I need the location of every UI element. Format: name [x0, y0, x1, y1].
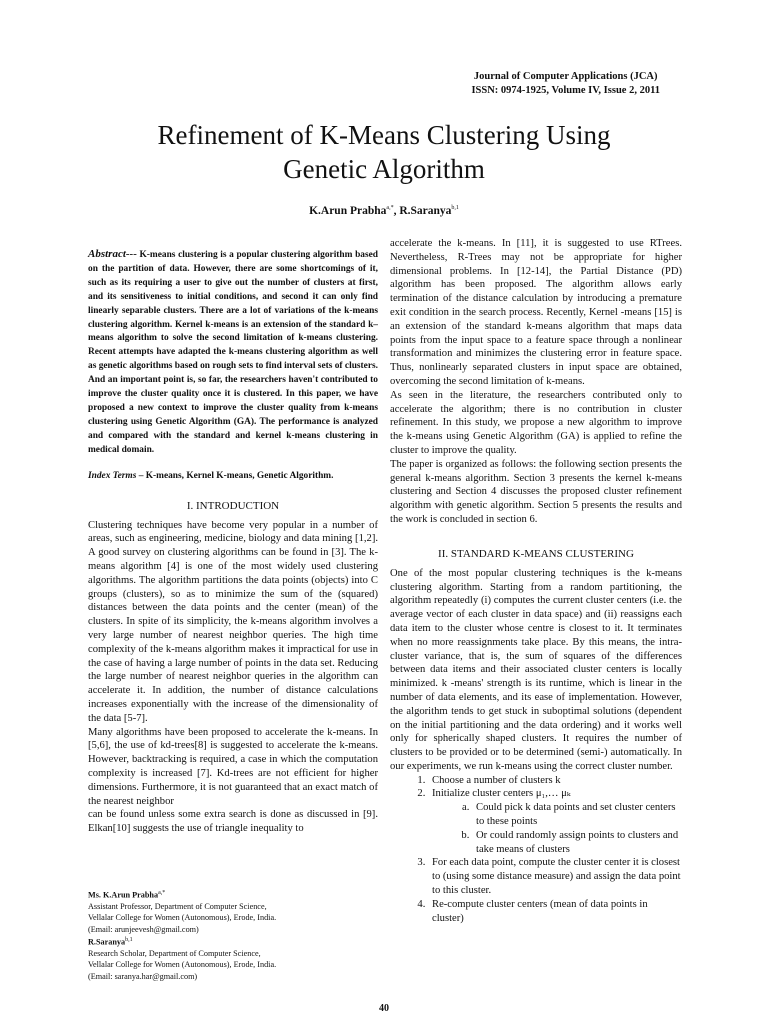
abstract-label: Abstract---: [88, 248, 137, 260]
footnote-email-1: (Email: arunjeevesh@gmail.com): [88, 924, 199, 934]
footnote-line: [88, 888, 378, 901]
list-item: [428, 774, 682, 788]
footnote-line: Research Scholar, Department of Computer Science,: [88, 948, 261, 958]
footnote-author-2: R.Saranya: [88, 937, 126, 947]
list-item: [472, 829, 682, 857]
footnote-line: Vellalar College for Women (Autonomous), Erode, India.: [88, 960, 277, 970]
step-2b-text: Or could randomly assign points to clusters and take means of clusters: [476, 829, 679, 855]
author-2: R.Saranya: [399, 205, 452, 217]
step-2-text: Initialize cluster centers μ₁,… μₖ: [432, 788, 571, 800]
footnote-line: [88, 935, 378, 948]
step-2a-text: Could pick k data points and set cluster centers to these points: [476, 802, 676, 828]
footnote-author-2-sup: b,1: [125, 936, 133, 943]
right-paragraph-1: accelerate the k-means. In [11], it is suggested to use RTrees. Nevertheless, R-Trees may not be appropriate for higher dimensional problems. In [12-14], the Partial Distance (PD) algorithm has been proposed. The algorithm allows early termination of the distance calculation by introducing a premature exit condition in the search process. Recently, Kernel -means [15] is an extension of the standard k-means algorithm that maps data points from the input space to a feature space through a nonlinear transformation and minimizes the clustering error in feature space. Thus, nonlinearly separated clusters in input space are obtained, overcoming the second limitation of k-means.: [390, 238, 682, 387]
title-line-2: Genetic Algorithm: [283, 154, 485, 184]
step-3-text: For each data point, compute the cluster center it is closest to (using some distance measure) and assign the data point to this cluster.: [432, 857, 681, 897]
intro-body: [88, 519, 378, 836]
right-body: [390, 237, 682, 527]
right-column: [390, 237, 682, 925]
footnote-author-1: Ms. K.Arun Prabha: [88, 890, 159, 900]
right-paragraph-2: As seen in the literature, the researchers contributed only to accelerate the algorithm; there is no contribution in cluster refinement. In this study, we propose a new algorithm to improve the k-means using Genetic Algorithm (GA) is applied to refine the cluster to improve the quality.: [390, 389, 682, 456]
list-item: [428, 856, 682, 897]
page-number: 40: [379, 1003, 389, 1014]
index-terms-label: Index Terms: [88, 470, 137, 481]
list-item: [428, 898, 682, 926]
footnote-line: Vellalar College for Women (Autonomous), Erode, India.: [88, 913, 277, 923]
left-column: [88, 248, 378, 836]
intro-paragraph-1: Clustering techniques have become very popular in a number of areas, such as engineering, medicine, biology and data mining [1,2]. A good survey on clustering algorithms can be found in [3]. The k-means algorithm [4] is one of the most widely used clustering algorithms. The algorithm partitions the data points (objects) into C groups (clusters), so as to minimize the sum of the (squared) distances between the data points and the center (mean) of the clusters. In spite of its simplicity, the k-means algorithm involves a very large number of nearest neighbor queries. The high time complexity of the k-means algorithm makes it impractical for use in the case of having a large number of points in the data set. Reducing the large number of nearest neighbor queries in the algorithm can accelerate it. In addition, the number of distance calculations increases exponentially with the increase of the dimensionality of the data [5-7].: [88, 519, 378, 724]
section-heading-introduction: I. INTRODUCTION: [186, 499, 280, 512]
index-terms: [88, 470, 378, 483]
journal-header: [471, 70, 660, 98]
kmeans-paragraph: One of the most popular clustering techniques is the k-means clustering algorithm. Starting from a random partitioning, the algorithm repeatedly (i) computes the current cluster centers (i.e. the average vector of each cluster in data space) and (ii) reassigns each data item to the cluster whose centre is closest to it. It terminates when no more reassignments take place. By this means, the intra-cluster variance, that is, the sum of squares of the differences between data items and their associated cluster centers is locally minimized. k -means' strength is its runtime, which is linear in the number of data elements, and its ease of implementation. However, the algorithm tends to get stuck in suboptimal solutions (dependent on the initial partitioning and the data ordering) and it works well only for spherically shaped clusters. It requires the number of clusters to be provided or to be determined (semi-) automatically. In our experiments, we run k-means using the correct cluster number.: [390, 567, 682, 772]
kmeans-steps-list: [390, 774, 682, 926]
footnote-email-2: (Email: saranya.har@gmail.com): [88, 971, 198, 981]
step-4-text: Re-compute cluster centers (mean of data points in cluster): [432, 898, 648, 924]
footnote-line: Assistant Professor, Department of Computer Science,: [88, 902, 267, 912]
kmeans-body: [390, 567, 682, 774]
right-paragraph-3: The paper is organized as follows: the following section presents the general k-means algorithm. Section 3 presents the kernel k-means clustering and Section 4 discusses the proposed cluster refinement algorithm with genetic algorithm. Section 5 presents the results and the work is concluded in section 6.: [390, 458, 682, 525]
author-separator: ,: [393, 205, 400, 217]
journal-name: Journal of Computer Applications (JCA): [473, 71, 658, 82]
intro-paragraph-3: can be found unless some extra search is done as discussed in [9]. Elkan[10] suggests the use of triangle inequality to: [88, 809, 378, 835]
author-1: K.Arun Prabha: [309, 205, 387, 217]
list-item: [428, 787, 682, 856]
author-list: [0, 205, 768, 217]
author-footnote: [88, 888, 378, 982]
step-1-text: Choose a number of clusters k: [432, 774, 561, 786]
abstract: [88, 248, 378, 458]
intro-paragraph-2: Many algorithms have been proposed to accelerate the k-means. In [5,6], the use of kd-trees[8] is suggested to accelerate the k-means. However, backtracking is required, a case in which the computation complexity is increased [7]. Kd-trees are not efficient for higher dimensions. Furthermore, it is not guaranteed that an exact match of the nearest neighbor: [88, 726, 378, 807]
author-2-affiliation: b,1: [451, 205, 459, 212]
section-heading-standard-kmeans: II. STANDARD K-MEANS CLUSTERING: [438, 547, 634, 560]
list-item: [472, 801, 682, 829]
paper-title: [60, 118, 708, 186]
title-line-1: Refinement of K-Means Clustering Using: [157, 120, 611, 150]
journal-issn: ISSN: 0974-1925, Volume IV, Issue 2, 2011: [471, 85, 660, 96]
index-terms-text: – K-means, Kernel K-means, Genetic Algorithm.: [136, 470, 334, 481]
author-1-affiliation: a,*: [386, 205, 394, 212]
footnote-author-1-sup: a,*: [158, 890, 166, 896]
step-2-sublist: [432, 801, 682, 856]
abstract-text: K-means clustering is a popular clustering algorithm based on the partition of data. However, there are some shortcomings of it, such as its requiring a user to give out the number of clusters at first, and its sensitiveness to initial conditions, and second it can only find linearly separable clusters. There are a lot of variations of the k-means clustering algorithm. Kernel k-means is an extension of the standard k–means algorithm to solve the second limitation of k-means clustering. Recent attempts have adapted the k-means clustering algorithm as well as genetic algorithms based on rough sets to find interval sets of clusters. And an important point is, so far, the researchers haven't contributed to improve the cluster quality once it is clustered. In this paper, we have proposed a new context to improve the cluster quality from k-means clustering using Genetic Algorithm (GA). The performance is analyzed and compared with the standard and kernel k-means clustering in medical domain.: [88, 250, 378, 455]
